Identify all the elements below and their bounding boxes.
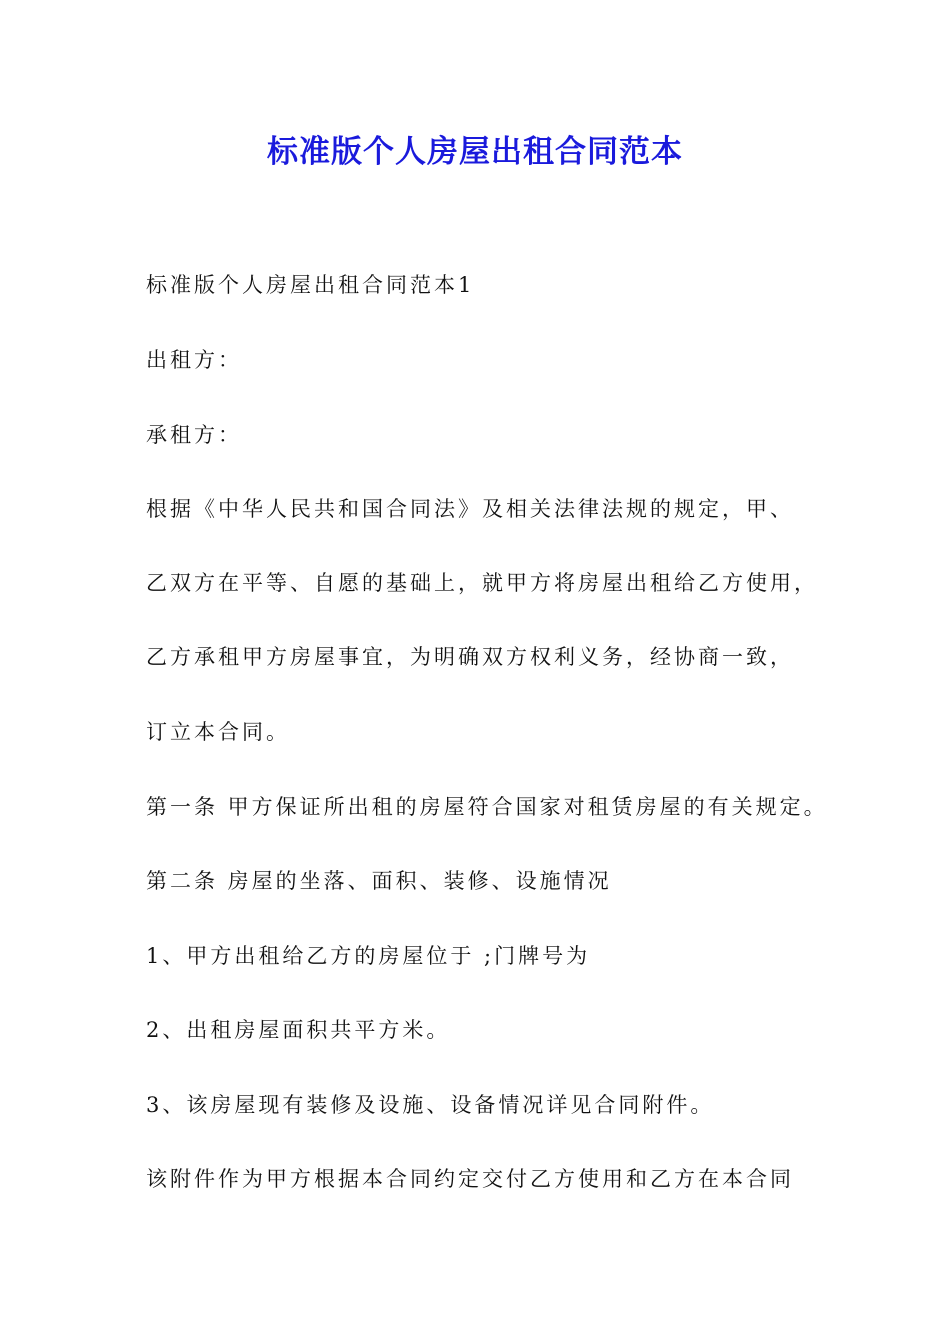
clause-3-line: 3、该房屋现有装修及设施、设备情况详见合同附件。 xyxy=(146,1093,715,1117)
paragraph-line: 根据《中华人民共和国合同法》及相关法律法规的规定，甲、 xyxy=(146,497,794,521)
paragraph-line: 该附件作为甲方根据本合同约定交付乙方使用和乙方在本合同 xyxy=(146,1167,794,1191)
lessee-line: 承租方： xyxy=(146,423,242,447)
lessor-line: 出租方： xyxy=(146,348,242,372)
article-1-line: 第一条 甲方保证所出租的房屋符合国家对租赁房屋的有关规定。 xyxy=(146,795,828,819)
article-2-line: 第二条 房屋的坐落、面积、装修、设施情况 xyxy=(146,869,612,893)
paragraph-line: 订立本合同。 xyxy=(146,720,290,744)
clause-1-line: 1、甲方出租给乙方的房屋位于 ;门牌号为 xyxy=(146,944,591,968)
paragraph-line: 乙方承租甲方房屋事宜，为明确双方权利义务，经协商一致， xyxy=(146,645,794,669)
document-title: 标准版个人房屋出租合同范本 xyxy=(267,134,683,170)
section-heading-1: 标准版个人房屋出租合同范本1 xyxy=(146,273,475,297)
clause-2-line: 2、出租房屋面积共平方米。 xyxy=(146,1018,451,1042)
paragraph-line: 乙双方在平等、自愿的基础上，就甲方将房屋出租给乙方使用， xyxy=(146,571,818,595)
